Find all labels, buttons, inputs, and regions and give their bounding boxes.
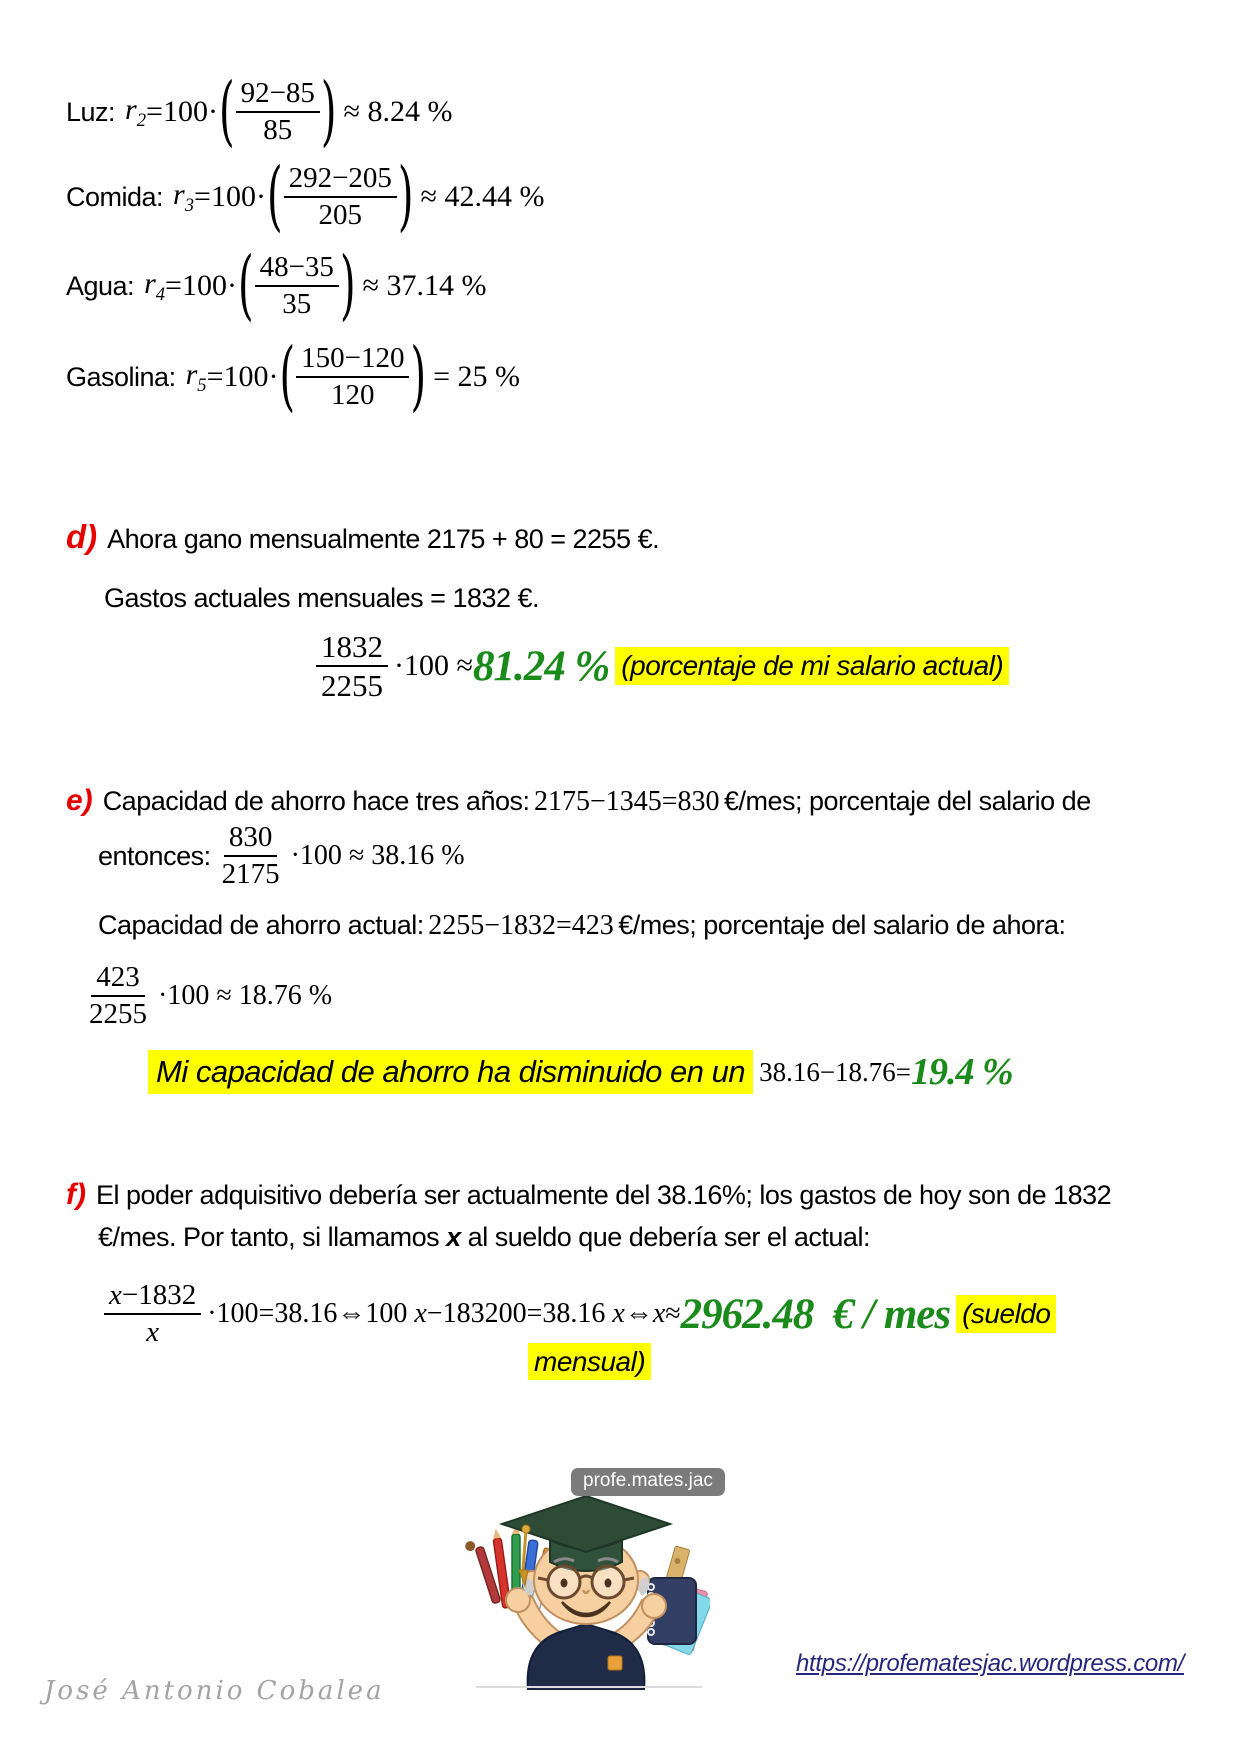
mascot-table-line	[476, 1686, 702, 1688]
website-link[interactable]: https://profematesjac.wordpress.com/	[796, 1650, 1185, 1677]
section-f-line2: €/mes. Por tanto, si llamamos x al sueldo que debería ser el actual:	[98, 1222, 870, 1252]
fraction-1832-2255: $\frac{1832}{2255}$	[316, 630, 388, 703]
formula-fraction: $\frac{150-120}{120}$	[296, 343, 409, 412]
cap-board	[502, 1496, 670, 1552]
formula-luz: Luz: $r_2$ =100· ( $\frac{92-85}{85}$ ) ≈ 8.24 %	[66, 68, 453, 157]
formula-pre: =100·	[165, 269, 237, 303]
formula-fraction: $\frac{92-85}{85}$	[236, 78, 320, 147]
section-e-line2: entonces: $\frac{830}{2175}$ ·100 ≈ 38.16 %	[98, 821, 465, 891]
formula-label: Luz:	[66, 96, 116, 127]
result-salary: 2962.48 € / mes	[680, 1290, 951, 1338]
fraction-423-2255: $\frac{423}{2255}$	[89, 961, 147, 1031]
section-d-line2: Gastos actuales mensuales = 1832 €.	[104, 583, 540, 613]
section-e-marker: e)	[66, 784, 93, 817]
section-f-equation	[104, 1280, 1056, 1349]
formula-var: $r_2$	[125, 92, 147, 131]
fraction-x-1832-x: $\frac{x-1832}{x}$	[104, 1280, 201, 1349]
section-f-line1: f) El poder adquisitivo debería ser actualmente del 38.16%; los gastos de hoy son de 1832	[66, 1178, 1112, 1211]
formula-result: = 25 %	[433, 360, 520, 394]
formula-comida: Comida: $r_3$ =100· ( $\frac{292-205}{205}$ ) ≈ 42.44 %	[66, 153, 545, 242]
formula-pre: =100·	[194, 180, 266, 214]
highlighted-note-mensual: mensual)	[528, 1343, 651, 1380]
formula-var: $r_3$	[173, 177, 195, 216]
equation-chain: ·100=38.16⇔100 x−183200=38.16 x⇔x≈	[207, 1298, 681, 1330]
formula-pre: =100·	[146, 95, 218, 129]
formula-fraction: $\frac{292-205}{205}$	[284, 163, 397, 232]
highlighted-note-sueldo: (sueldo	[956, 1295, 1056, 1333]
formula-var: $r_4$	[144, 266, 166, 305]
section-e-line3: Capacidad de ahorro actual: 2255−1832=423 €/mes; porcentaje del salario de ahora:	[98, 910, 1066, 941]
section-e-line1: e) Capacidad de ahorro hace tres años: 2175−1345=830 €/mes; porcentaje del salario de	[66, 784, 1091, 817]
section-f-marker: f)	[66, 1178, 86, 1211]
fraction-830-2175: $\frac{830}{2175}$	[221, 821, 280, 891]
section-d-result-line: $\frac{1832}{2255}$ ·100 ≈ 81.24 % (porcentaje de mi salario actual)	[316, 630, 1009, 703]
shirt-logo	[608, 1656, 622, 1670]
result-percentage: 81.24 %	[472, 642, 610, 690]
formula-label: Agua:	[66, 270, 135, 301]
formula-fraction: $\frac{48-35}{35}$	[255, 252, 339, 321]
formula-gasolina: Gasolina: $r_5$ =100· ( $\frac{150-120}{120}$ ) = 25 %	[66, 333, 520, 422]
instagram-handle-badge: profe.mates.jac	[571, 1468, 725, 1496]
highlighted-note: (porcentaje de mi salario actual)	[615, 647, 1009, 685]
formula-agua: Agua: $r_4$ =100· ( $\frac{48-35}{35}$ ) ≈ 37.14 %	[66, 242, 487, 331]
highlighted-conclusion: Mi capacidad de ahorro ha disminuido en un	[148, 1050, 753, 1094]
professor-mascot-image	[462, 1484, 710, 1690]
formula-pre: =100·	[206, 360, 279, 394]
section-d-line1: d) Ahora gano mensualmente 2175 + 80 = 2255 €.	[66, 518, 660, 555]
formula-result: ≈ 42.44 %	[420, 180, 545, 214]
formula-result: ≈ 37.14 %	[362, 269, 487, 303]
formula-var: $r_5$	[185, 357, 207, 396]
formula-label: Gasolina:	[66, 361, 176, 392]
author-signature: José Antonio Cobalea	[44, 1676, 385, 1706]
section-e-conclusion: Mi capacidad de ahorro ha disminuido en un 38.16−18.76= 19.4 %	[148, 1050, 1013, 1094]
formula-result: ≈ 8.24 %	[343, 95, 453, 129]
result-percentage: 19.4 %	[911, 1051, 1013, 1093]
section-d-marker: d)	[66, 518, 98, 555]
section-f-note-line2	[528, 1346, 651, 1378]
formula-label: Comida:	[66, 181, 164, 212]
section-e-line4: $\frac{423}{2255}$ ·100 ≈ 18.76 %	[84, 962, 332, 1031]
